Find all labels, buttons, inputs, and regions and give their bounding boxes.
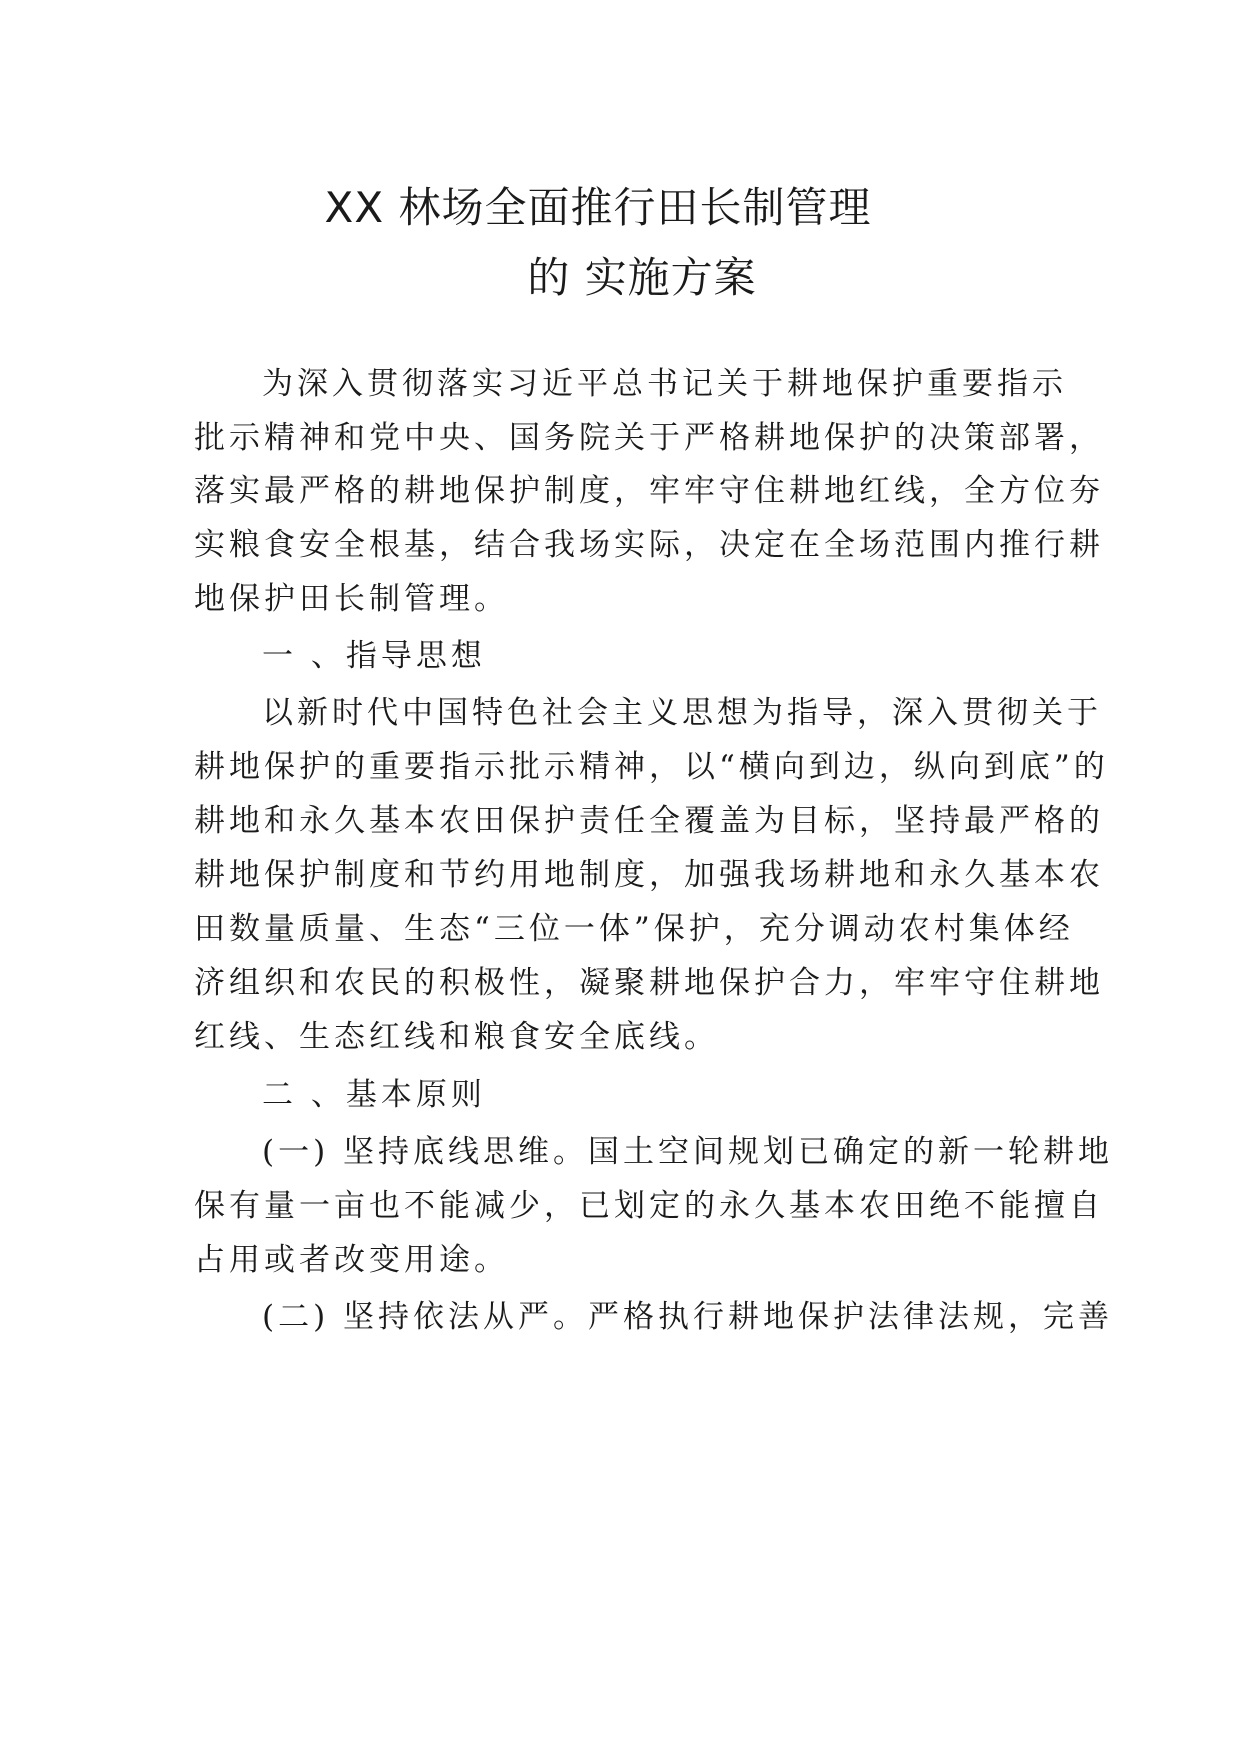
body-line: 占用或者改变用途。 (194, 1242, 509, 1278)
body-line: (一) 坚持底线思维。国土空间规划已确定的新一轮耕地 (262, 1134, 1114, 1170)
body-line: 实粮食安全根基，结合我场实际，决定在全场范围内推行耕 (194, 527, 1104, 563)
body-line: 济组织和农民的积极性，凝聚耕地保护合力，牢牢守住耕地 (194, 965, 1104, 1001)
section-heading: 二 、基本原则 (262, 1077, 486, 1113)
body-line: 耕地保护制度和节约用地制度，加强我场耕地和永久基本农 (194, 857, 1104, 893)
body-line: 落实最严格的耕地保护制度，牢牢守住耕地红线，全方位夯 (194, 473, 1104, 509)
body-line: 耕地和永久基本农田保护责任全覆盖为目标，坚持最严格的 (194, 803, 1104, 839)
section-heading: 一 、指导思想 (262, 638, 486, 674)
body-line: 批示精神和党中央、国务院关于严格耕地保护的决策部署， (194, 420, 1104, 456)
document-title-line-2: 的 实施方案 (527, 253, 757, 302)
body-line: 红线、生态红线和粮食安全底线。 (194, 1019, 719, 1055)
body-line: 田数量质量、生态“三位一体”保护，充分调动农村集体经 (194, 911, 1074, 947)
body-line: 保有量一亩也不能减少，已划定的永久基本农田绝不能擅自 (194, 1188, 1104, 1224)
document-title-line-1: XX 林场全面推行田长制管理 (324, 183, 872, 232)
body-line: (二) 坚持依法从严。严格执行耕地保护法律法规，完善 (262, 1299, 1114, 1335)
body-line: 耕地保护的重要指示批示精神，以“横向到边，纵向到底”的 (194, 749, 1109, 785)
body-line: 地保护田长制管理。 (194, 581, 509, 617)
body-line: 为深入贯彻落实习近平总书记关于耕地保护重要指示 (262, 366, 1067, 402)
body-line: 以新时代中国特色社会主义思想为指导，深入贯彻关于 (262, 695, 1102, 731)
